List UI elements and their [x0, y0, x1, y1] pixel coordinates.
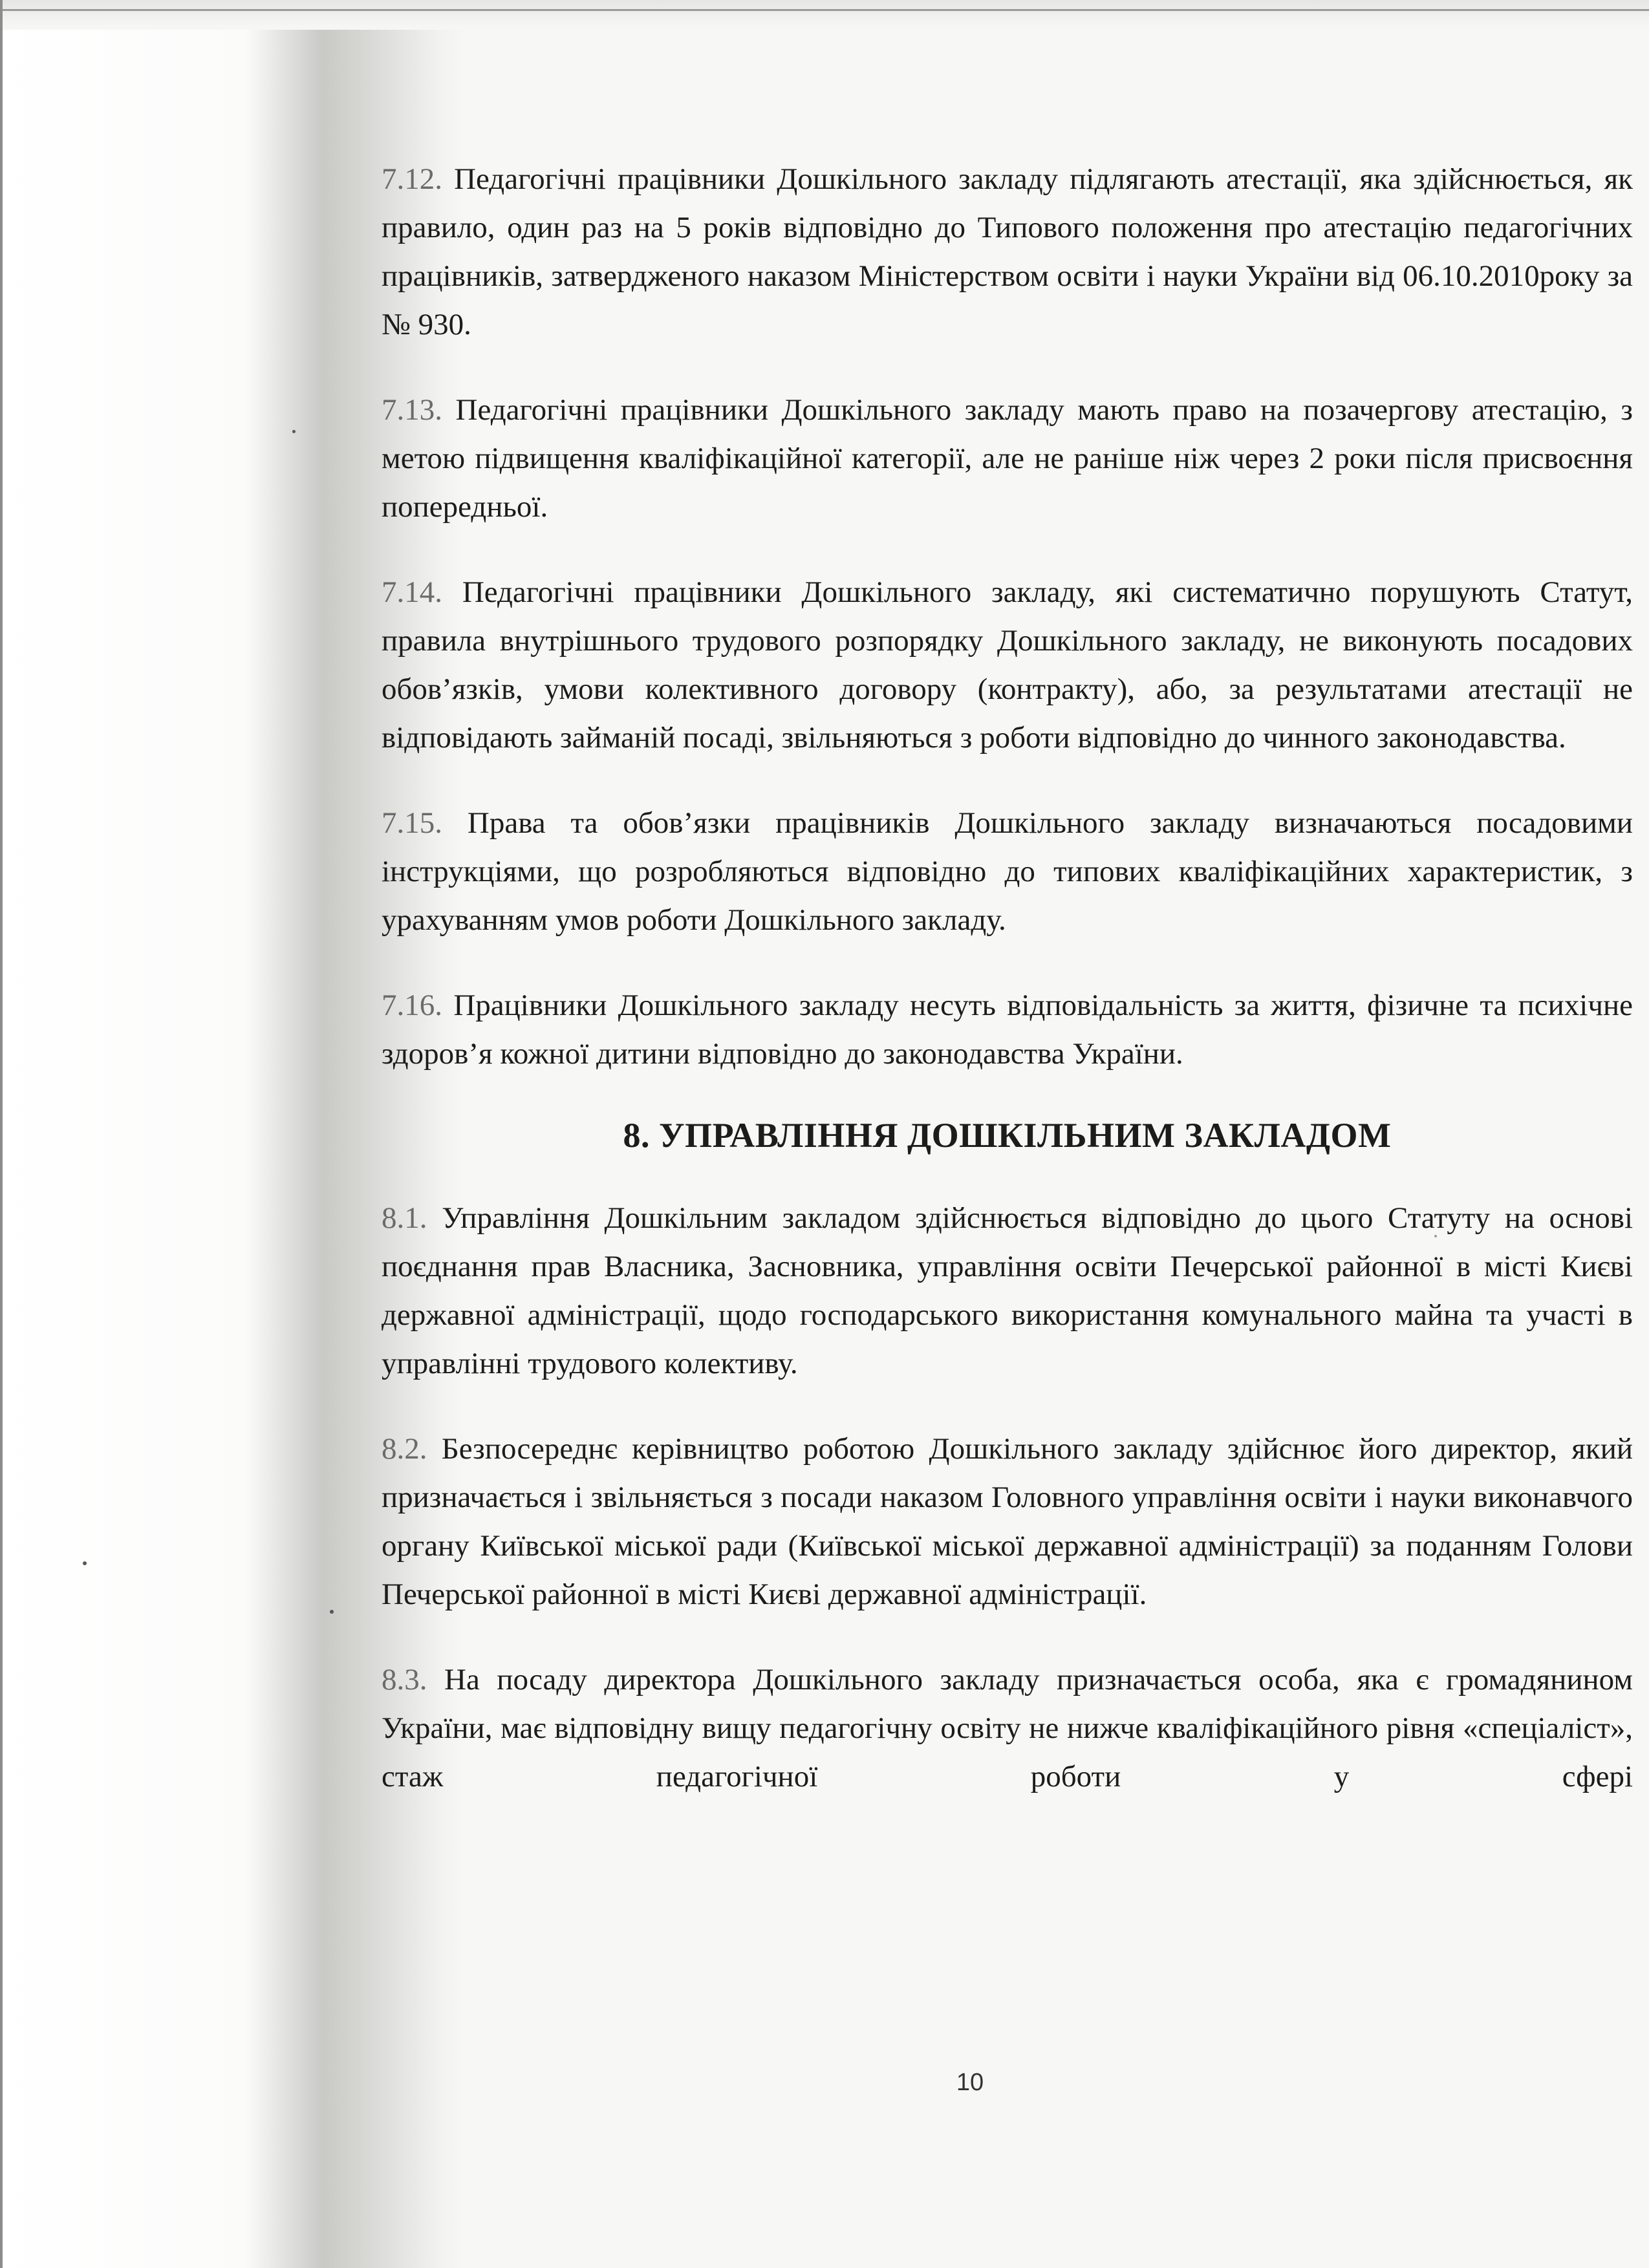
paragraph-text: Педагогічні працівники Дошкільного закладу мають право на позачергову атестацію, з метою підвищення кваліфікаційної категорії, але не раніше ніж через 2 роки після присвоєння попередньої.: [382, 393, 1633, 524]
paragraph-number: 7.16.: [382, 989, 442, 1022]
paragraph-text: Педагогічні працівники Дошкільного закладу, які систематично порушують Статут, правила внутрішнього трудового розпорядку Дошкільного закладу, не виконують посадових обов’язків, умови колективного договору (контракту), або, за результатами атестації не відповідають займаній посаді, звільняються з роботи відповідно до чинного законодавства.: [382, 575, 1633, 754]
scan-left-edge: [0, 0, 3, 2268]
paragraph-number: 7.13.: [382, 393, 442, 427]
paragraph-8-3: [382, 1656, 1633, 1801]
paragraph-7-14: [382, 568, 1633, 762]
page-number: 10: [956, 2069, 984, 2096]
paragraph-text: Безпосереднє керівництво роботою Дошкільного закладу здійснює його директор, який призначається і звільняється з посади наказом Головного управління освіти і науки виконавчого органу Київської міської ради (Київської міської державної адміністрації) за поданням Голови Печерської районної в місті Києві державної адміністрації.: [382, 1432, 1633, 1611]
paragraph-number: 8.3.: [382, 1663, 427, 1696]
paragraph-text: Педагогічні працівники Дошкільного закладу підлягають атестації, яка здійснюється, як правило, один раз на 5 років відповідно до Типового положення про атестацію педагогічних працівників, затвердженого наказом Міністерством освіти і науки України від 06.10.2010року за № 930.: [382, 162, 1633, 341]
scan-top-line: [0, 9, 1649, 11]
paragraph-7-15: [382, 799, 1633, 945]
paragraph-7-13: [382, 386, 1633, 531]
scan-speck: [330, 1610, 334, 1614]
paragraph-number: 7.14.: [382, 575, 442, 609]
paragraph-text: Права та обов’язки працівників Дошкільного закладу визначаються посадовими інструкціями, що розробляються відповідно до типових кваліфікаційних характеристик, з урахуванням умов роботи Дошкільного закладу.: [382, 806, 1633, 937]
scan-top-edge: [0, 0, 1649, 30]
paragraph-number: 8.2.: [382, 1432, 427, 1466]
paragraph-text: На посаду директора Дошкільного закладу призначається особа, яка є громадянином України, має відповідну вищу педагогічну освіту не нижче кваліфікаційного рівня «спеціаліст», стаж педагогічної роботи у сфері: [382, 1663, 1633, 1793]
paragraph-number: 7.15.: [382, 806, 442, 840]
paragraph-text: Працівники Дошкільного закладу несуть відповідальність за життя, фізичне та психічне здоров’я кожної дитини відповідно до законодавства України.: [382, 989, 1633, 1071]
paragraph-text: Управління Дошкільним закладом здійснюється відповідно до цього Статуту на основі поєднання прав Власника, Засновника, управління освіти Печерської районної в місті Києві державної адміністрації, щодо господарського використання комунального майна та участі в управлінні трудового колективу.: [382, 1201, 1633, 1380]
paragraph-number: 8.1.: [382, 1201, 427, 1235]
scan-speck: [83, 1561, 87, 1565]
paragraph-number: 7.12.: [382, 162, 442, 196]
paragraph-7-12: [382, 155, 1633, 349]
paragraph-8-2: [382, 1425, 1633, 1619]
scan-speck: [292, 430, 296, 433]
document-page: [382, 155, 1633, 1838]
section-heading: 8. УПРАВЛІННЯ ДОШКІЛЬНИМ ЗАКЛАДОМ: [623, 1116, 1392, 1155]
paragraph-8-1: [382, 1194, 1633, 1388]
paragraph-7-16: [382, 981, 1633, 1078]
